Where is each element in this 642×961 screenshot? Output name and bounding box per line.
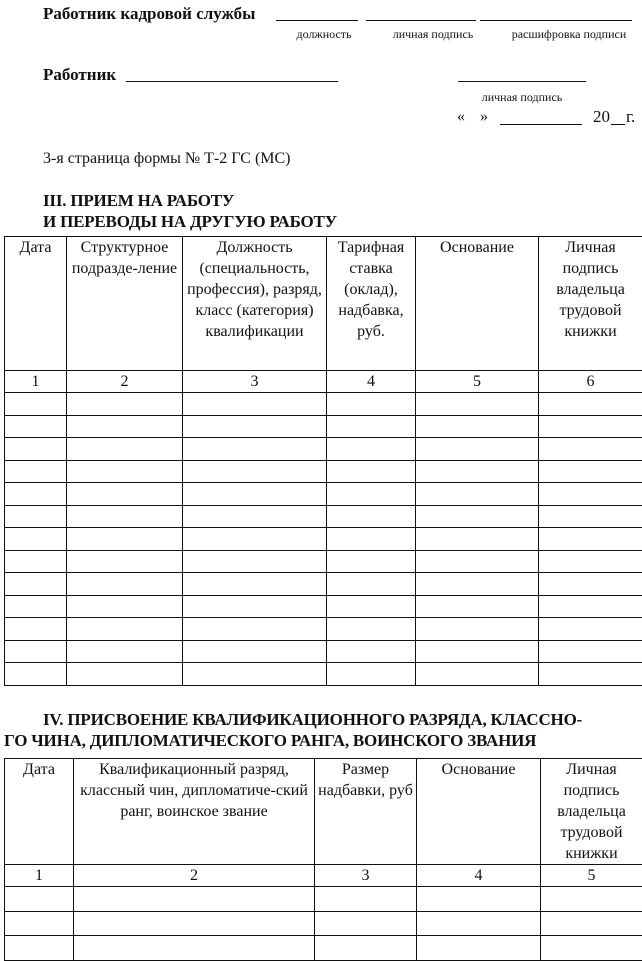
section3-entry-cell[interactable] xyxy=(327,550,416,573)
date-year-suffix: г. xyxy=(626,107,635,127)
section3-entry-cell[interactable] xyxy=(416,550,539,573)
section3-entry-row xyxy=(5,528,642,551)
section3-entry-cell[interactable] xyxy=(5,483,67,506)
section4-col-number: 5 xyxy=(541,865,642,887)
section3-entry-row xyxy=(5,640,642,663)
section3-entry-row xyxy=(5,618,642,641)
section3-entry-row xyxy=(5,550,642,573)
section3-entry-cell[interactable] xyxy=(416,438,539,461)
section3-col-number: 5 xyxy=(416,371,539,393)
section3-col-number: 3 xyxy=(183,371,327,393)
section3-entry-cell[interactable] xyxy=(327,663,416,686)
section3-entry-cell[interactable] xyxy=(5,460,67,483)
section3-entry-cell[interactable] xyxy=(539,663,642,686)
section3-table xyxy=(4,236,642,686)
section4-header-row xyxy=(5,759,642,865)
section3-entry-cell[interactable] xyxy=(539,393,642,416)
section3-entry-cell[interactable] xyxy=(327,640,416,663)
section4-col-number: 1 xyxy=(5,865,74,887)
hr-officer-label: Работник кадровой службы xyxy=(43,4,255,24)
section3-entries xyxy=(5,393,642,686)
worker-label: Работник xyxy=(43,65,116,85)
section3-entry-cell[interactable] xyxy=(416,483,539,506)
section3-entry-cell[interactable] xyxy=(327,438,416,461)
section3-entry-cell[interactable] xyxy=(67,505,183,528)
date-year-line[interactable] xyxy=(611,124,625,125)
section3-entry-cell[interactable] xyxy=(183,505,327,528)
section3-entry-row xyxy=(5,460,642,483)
section3-entry-cell[interactable] xyxy=(183,460,327,483)
caption-signature: личная подпись xyxy=(378,27,488,42)
section3-entry-cell[interactable] xyxy=(183,528,327,551)
section3-col-number: 1 xyxy=(5,371,67,393)
section3-entry-cell[interactable] xyxy=(416,618,539,641)
section3-entry-cell[interactable] xyxy=(67,618,183,641)
section4-header-date: Дата xyxy=(5,759,74,865)
section4-title-line1: IV. ПРИСВОЕНИЕ КВАЛИФИКАЦИОННОГО РАЗРЯДА, КЛАССНО- xyxy=(43,709,582,730)
section3-entry-cell[interactable] xyxy=(539,595,642,618)
section3-entry-row xyxy=(5,573,642,596)
section4-entry-row xyxy=(5,911,642,936)
section3-entry-cell[interactable] xyxy=(539,438,642,461)
section3-entry-cell[interactable] xyxy=(539,415,642,438)
section4-col-number: 3 xyxy=(315,865,417,887)
section3-entry-cell[interactable] xyxy=(183,415,327,438)
section4-number-row xyxy=(5,865,642,887)
section3-entry-cell[interactable] xyxy=(5,415,67,438)
section3-entry-cell[interactable] xyxy=(327,528,416,551)
section3-header-position: Должность (специальность, профессия), разряд, класс (категория) квалификации xyxy=(183,237,327,371)
section4-entry-cell[interactable] xyxy=(315,911,417,936)
section3-entry-cell[interactable] xyxy=(5,595,67,618)
section3-entry-row xyxy=(5,483,642,506)
date-open-quote: « xyxy=(457,108,465,126)
section4-entry-cell[interactable] xyxy=(541,887,642,912)
hr-position-line[interactable] xyxy=(276,20,358,21)
section3-header-unit: Структурное подразде-ление xyxy=(67,237,183,371)
section4-entry-cell[interactable] xyxy=(315,936,417,961)
section3-entry-cell[interactable] xyxy=(416,415,539,438)
section3-entry-cell[interactable] xyxy=(5,550,67,573)
section4-entry-cell[interactable] xyxy=(74,911,315,936)
section3-entry-cell[interactable] xyxy=(416,663,539,686)
section4-entry-cell[interactable] xyxy=(541,936,642,961)
section3-entry-cell[interactable] xyxy=(416,528,539,551)
section3-entry-cell[interactable] xyxy=(327,618,416,641)
section3-entry-cell[interactable] xyxy=(539,483,642,506)
worker-caption-signature: личная подпись xyxy=(458,90,586,105)
section3-entry-cell[interactable] xyxy=(183,393,327,416)
section3-entry-cell[interactable] xyxy=(183,483,327,506)
section3-header-signature: Личная подпись владельца трудовой книжки xyxy=(539,237,642,371)
section3-entry-cell[interactable] xyxy=(327,460,416,483)
section3-col-number: 4 xyxy=(327,371,416,393)
caption-decoding: расшифровка подписи xyxy=(496,27,642,42)
section4-header-signature: Личная подпись владельца трудовой книжки xyxy=(541,759,642,865)
section3-entry-cell[interactable] xyxy=(539,550,642,573)
section3-entry-row xyxy=(5,393,642,416)
section4-table xyxy=(4,758,642,961)
date-close-quote: » xyxy=(480,108,488,126)
section3-title-line1: III. ПРИЕМ НА РАБОТУ xyxy=(43,190,234,211)
section3-entry-cell[interactable] xyxy=(539,573,642,596)
worker-name-line[interactable] xyxy=(126,81,338,82)
section3-entry-cell[interactable] xyxy=(67,573,183,596)
section3-entry-cell[interactable] xyxy=(327,595,416,618)
section3-entry-cell[interactable] xyxy=(183,640,327,663)
section3-entry-cell[interactable] xyxy=(67,393,183,416)
section3-entry-cell[interactable] xyxy=(416,573,539,596)
section4-entry-cell[interactable] xyxy=(5,911,74,936)
section3-entry-cell[interactable] xyxy=(416,460,539,483)
section4-entry-cell[interactable] xyxy=(5,887,74,912)
section3-entry-cell[interactable] xyxy=(5,573,67,596)
section3-entry-cell[interactable] xyxy=(416,595,539,618)
section3-entry-cell[interactable] xyxy=(327,415,416,438)
section4-entry-cell[interactable] xyxy=(74,887,315,912)
section4-col-number: 2 xyxy=(74,865,315,887)
section3-entry-cell[interactable] xyxy=(183,618,327,641)
section3-entry-cell[interactable] xyxy=(67,595,183,618)
section3-entry-cell[interactable] xyxy=(539,528,642,551)
section4-entry-cell[interactable] xyxy=(74,936,315,961)
section3-entry-cell[interactable] xyxy=(5,438,67,461)
section3-entry-cell[interactable] xyxy=(67,663,183,686)
hr-signature-line[interactable] xyxy=(366,20,476,21)
section4-entry-row xyxy=(5,936,642,961)
section3-entry-row xyxy=(5,505,642,528)
section3-entry-row xyxy=(5,438,642,461)
section3-col-number: 2 xyxy=(67,371,183,393)
hr-decoding-line[interactable] xyxy=(480,20,632,21)
section3-col-number: 6 xyxy=(539,371,642,393)
page-note: 3-я страница формы № Т-2 ГС (МС) xyxy=(43,150,291,168)
section3-entry-cell[interactable] xyxy=(327,393,416,416)
section4-entry-cell[interactable] xyxy=(315,887,417,912)
section4-header-basis: Основание xyxy=(417,759,541,865)
section3-entry-cell[interactable] xyxy=(539,460,642,483)
date-day-month-line[interactable] xyxy=(500,124,582,125)
section3-entry-cell[interactable] xyxy=(5,640,67,663)
section3-entry-cell[interactable] xyxy=(416,505,539,528)
section4-entry-cell[interactable] xyxy=(417,887,541,912)
section3-header-rate: Тарифная ставка (оклад), надбавка, руб. xyxy=(327,237,416,371)
section3-entry-cell[interactable] xyxy=(5,663,67,686)
section3-entry-cell[interactable] xyxy=(539,640,642,663)
section3-entry-cell[interactable] xyxy=(67,483,183,506)
section3-entry-cell[interactable] xyxy=(67,640,183,663)
section3-header-row xyxy=(5,237,642,371)
section3-entry-cell[interactable] xyxy=(539,618,642,641)
section3-entry-cell[interactable] xyxy=(5,618,67,641)
section3-entry-cell[interactable] xyxy=(67,415,183,438)
section3-entry-cell[interactable] xyxy=(539,505,642,528)
section4-entry-cell[interactable] xyxy=(5,936,74,961)
section3-entry-cell[interactable] xyxy=(183,438,327,461)
section3-entry-cell[interactable] xyxy=(5,505,67,528)
section4-header-bonus: Размер надбавки, руб xyxy=(315,759,417,865)
date-year-prefix: 20 xyxy=(593,107,610,127)
section3-entry-cell[interactable] xyxy=(5,528,67,551)
caption-position: должность xyxy=(276,27,372,42)
section3-entry-cell[interactable] xyxy=(183,550,327,573)
section3-entry-cell[interactable] xyxy=(327,573,416,596)
section4-entry-row xyxy=(5,887,642,912)
section4-entries xyxy=(5,887,642,961)
section3-entry-row xyxy=(5,415,642,438)
section3-entry-cell[interactable] xyxy=(416,640,539,663)
section4-entry-cell[interactable] xyxy=(417,911,541,936)
section4-title-line2: ГО ЧИНА, ДИПЛОМАТИЧЕСКОГО РАНГА, ВОИНСКОГО ЗВАНИЯ xyxy=(4,730,536,751)
section3-entry-cell[interactable] xyxy=(183,573,327,596)
section4-header-rank: Квалификационный разряд, классный чин, дипломатиче-ский ранг, воинское звание xyxy=(74,759,315,865)
section4-col-number: 4 xyxy=(417,865,541,887)
section3-entry-cell[interactable] xyxy=(67,460,183,483)
worker-signature-line[interactable] xyxy=(458,81,586,82)
section3-entry-cell[interactable] xyxy=(5,393,67,416)
section3-header-date: Дата xyxy=(5,237,67,371)
section3-entry-cell[interactable] xyxy=(183,595,327,618)
section3-entry-cell[interactable] xyxy=(183,663,327,686)
section3-entry-cell[interactable] xyxy=(67,550,183,573)
section4-entry-cell[interactable] xyxy=(417,936,541,961)
section3-entry-row xyxy=(5,663,642,686)
section3-entry-cell[interactable] xyxy=(67,438,183,461)
section3-entry-cell[interactable] xyxy=(327,483,416,506)
section3-entry-cell[interactable] xyxy=(67,528,183,551)
section3-title-line2: И ПЕРЕВОДЫ НА ДРУГУЮ РАБОТУ xyxy=(43,211,337,232)
section4-entry-cell[interactable] xyxy=(541,911,642,936)
section3-entry-cell[interactable] xyxy=(416,393,539,416)
section3-header-basis: Основание xyxy=(416,237,539,371)
section3-number-row xyxy=(5,371,642,393)
section3-entry-row xyxy=(5,595,642,618)
section3-entry-cell[interactable] xyxy=(327,505,416,528)
